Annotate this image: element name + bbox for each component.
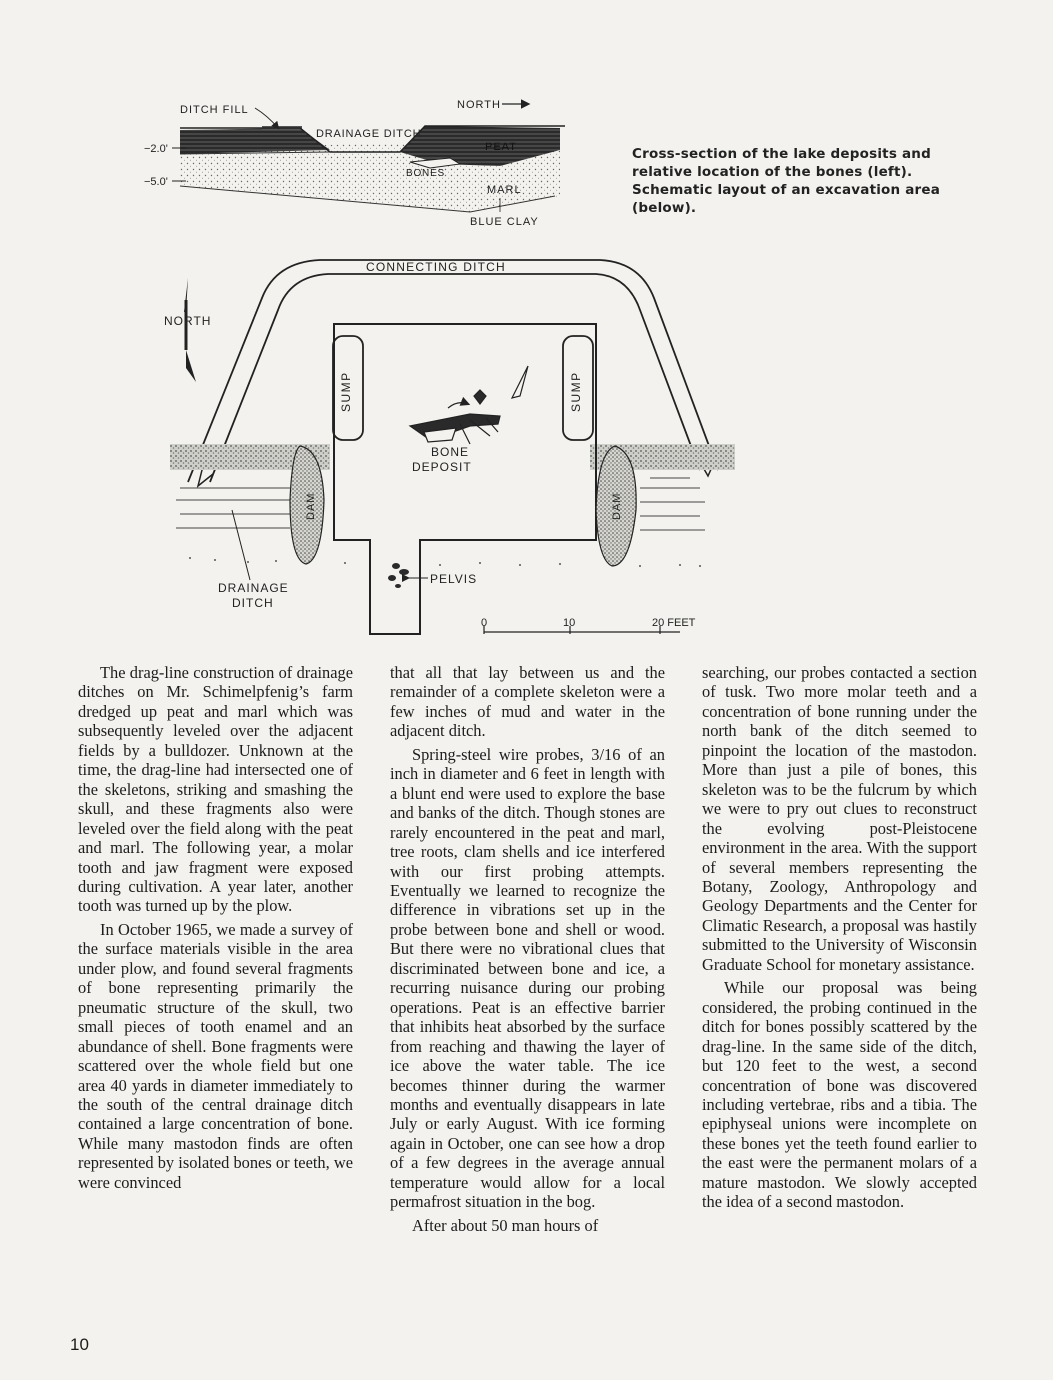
bone-deposit-label-2: DEPOSIT [412,460,472,474]
dam-right-label: DAM [611,492,623,520]
article-column-1 [78,663,353,1192]
peat-layer-left [180,128,330,154]
paragraph: that all that lay between us and the remainder of a complete skeleton were a few inches of mud and water in the adjacent ditch. [390,663,665,741]
north-arrow-icon [184,278,196,382]
drainage-ditch-label-section: DRAINAGE DITCH [316,128,422,140]
marl-label: MARL [487,184,522,196]
sump-right-label: SUMP [569,371,583,412]
north-label-plan: NORTH [164,314,212,328]
cross-section [144,99,565,228]
scale-0-label: 0 [481,617,488,629]
dam-left-label: DAM [305,492,317,520]
scale-10-label: 10 [563,617,576,629]
depth-5-label: −5.0' [144,176,168,188]
paragraph: While our proposal was being considered, the probing continued in the ditch for bones possibly scattered by the drag-line. In the same side of the ditch, but 120 feet to the west, a second concentration of bone was discovered including vertebrae, ribs and a tibia. The epiphyseal unions were incomplete on these bones yet the teeth found earlier to the east were the permanent molars of a mature mastodon. We slowly accepted the idea of a second mastodon. [702,978,977,1212]
drainage-ditch-label-2: DITCH [232,596,274,610]
peat-label: PEAT [485,141,517,153]
scale-bar [484,626,680,634]
paragraph: After about 50 man hours of [412,1215,599,1235]
north-label-section: NORTH [457,99,501,111]
bone-deposit-drawing [410,366,528,444]
paragraph: The drag-line construction of drainage ditches on Mr. Schimelpfenig’s farm dredged up peat and marl which was subsequently leveled over the adjacent fields by a bulldozer. Unknown at the time, the drag-line had intersected one of the skeletons, striking and smashing the skull, and these fragments also were leveled over the field along with the peat and marl. The following year, a molar tooth and jaw fragment were exposed during cultivation. A year later, another tooth was turned up by the plow. [78,663,353,916]
page-number: 10 [70,1335,89,1354]
scale-20-label: 20 FEET [652,617,696,629]
pelvis-drawing [388,563,409,588]
paragraph: Spring-steel wire probes, 3/16 of an inch in diameter and 6 feet in length with a blunt end were used to explore the base and banks of the ditch. Though stones are rarely encountered in the peat and marl, tree roots, clam shells and ice interfered with our first probing attempts. Eventually we learned to recognize the difference in vibrations set up in the probe between bone and shell or wood. But there were no vibrational clues that discriminated between bone and ice, a recurring nuisance during our probing operations. Peat is an effective barrier that inhibits heat absorbed by the surface from reaching and thawing the layer of ice above the water table. The ice becomes thinner during the warmer months and eventually disappears in late July or early August. With ice forming again in October, one can see how a drop of a few degrees in the average annual temperature would allow for a local permafrost situation in the bog. [390,744,665,1212]
blue-clay-label: BLUE CLAY [470,216,539,228]
bones-label: BONES [406,168,446,179]
paragraph: In October 1965, we made a survey of the surface materials visible in the area under plow, and found several fragments of bone representing primarily the pneumatic structure of the skull, two small pieces of tooth enamel and an abundance of shell. Bone fragments were scattered over the whole field but one area 40 yards in diameter immediately to the south of the central drainage ditch contained a large concentration of bone. While many mastodon finds are often represented by isolated bones or teeth, we were convinced [78,919,353,1192]
connecting-ditch-label: CONNECTING DITCH [366,260,506,274]
plan-view [164,260,735,634]
diagram [0,0,1053,650]
figure [0,0,1053,650]
drainage-ditch-label-1: DRAINAGE [218,581,289,595]
depth-2-label: −2.0' [144,143,168,155]
ditch-fill-label: DITCH FILL [180,104,249,116]
sump-left-label: SUMP [339,371,353,412]
pelvis-label: PELVIS [430,572,478,586]
paragraph: searching, our probes contacted a section of tusk. Two more molar teeth and a concentration of bone running under the north bank of the ditch seemed to pinpoint the location of the mastodon. More than just a pile of bones, this skeleton was to be the fulcrum by which we were to pry out clues to reconstruct the evolving post-Pleistocene environment in the area. With the support of several members representing the Botany, Zoology, Anthropology and Geology Departments and the Center for Climatic Research, a proposal was hastily submitted to the University of Wisconsin Graduate School for monetary assistance. [702,663,977,974]
article-column-2 [390,663,665,1235]
figure-caption: Cross-section of the lake deposits and relative location of the bones (left). Schematic layout of an excavation area (below). [632,146,941,216]
article-column-3 [702,663,977,1212]
bone-deposit-label-1: BONE [431,445,470,459]
